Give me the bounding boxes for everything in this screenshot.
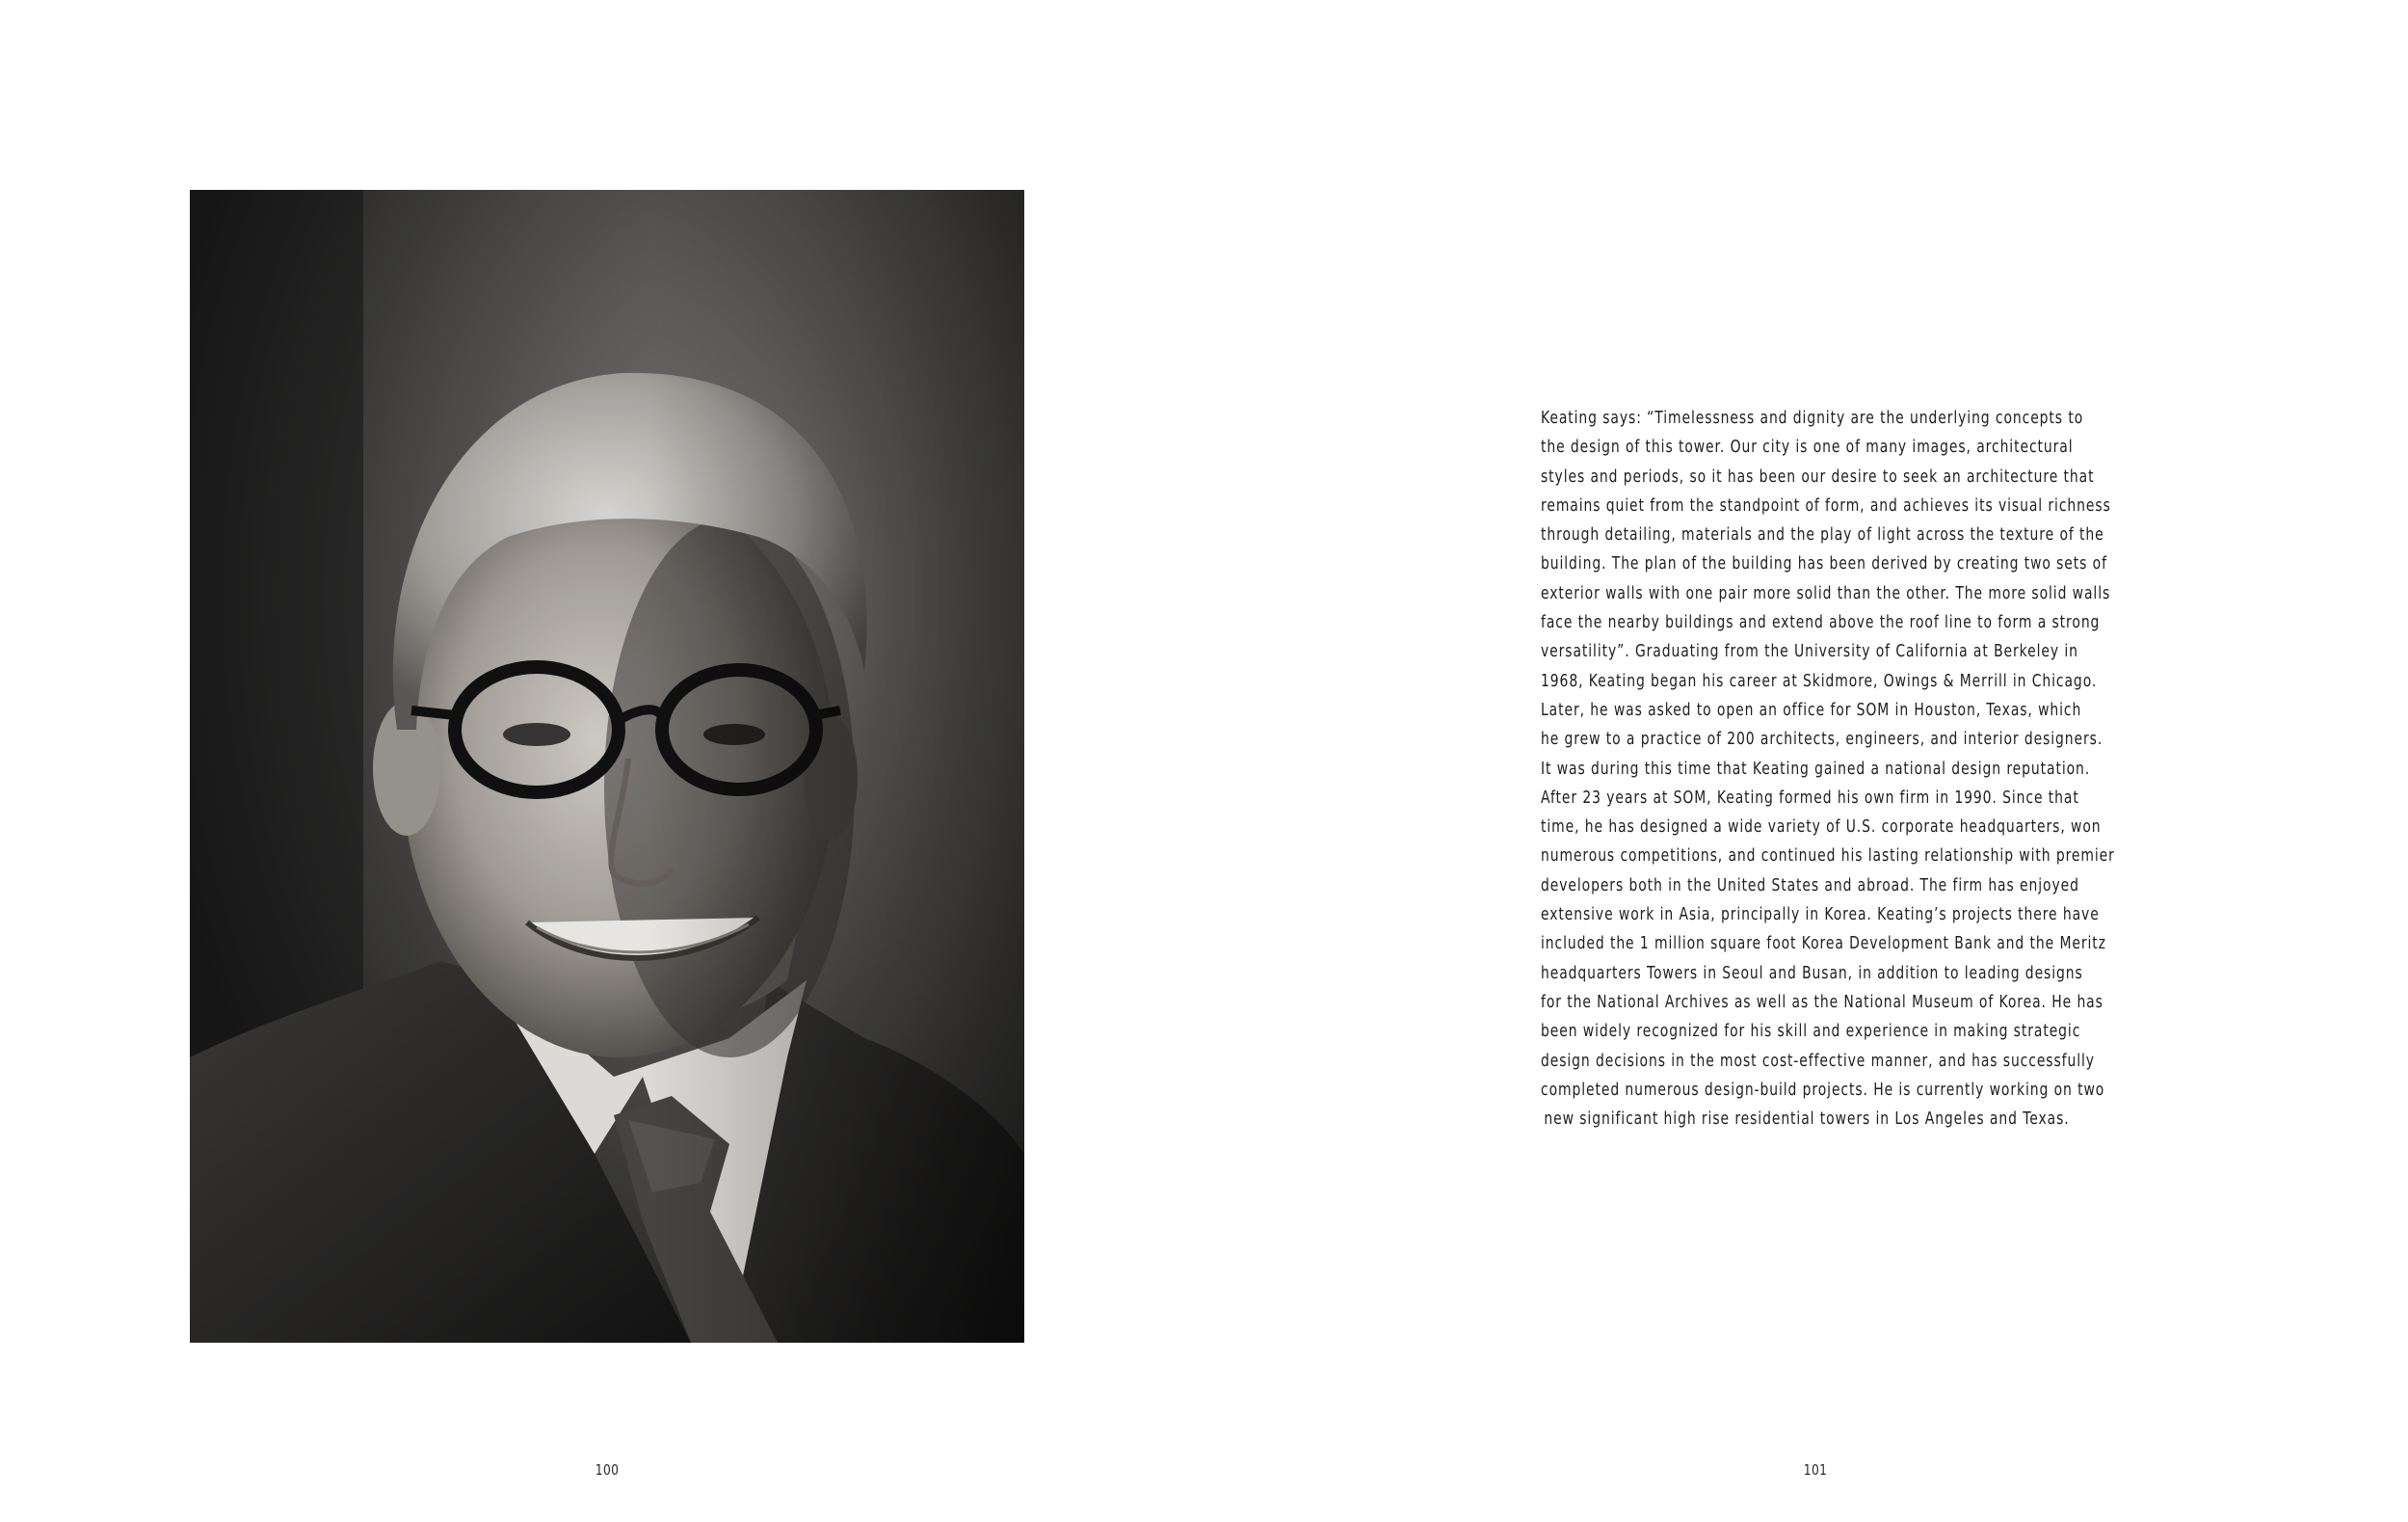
body-text-line: numerous competitions, and continued his lasting relationship with premier <box>1541 846 2115 867</box>
body-text-line: Keating says: “Timelessness and dignity are the underlying concepts to <box>1541 409 2084 428</box>
body-text-line: After 23 years at SOM, Keating formed his own firm in 1990. Since that <box>1541 788 2079 808</box>
body-text-line: time, he has designed a wide variety of U.S. corporate headquarters, won <box>1541 817 2102 838</box>
body-text <box>1541 404 2115 1134</box>
body-text-line: new significant high rise residential towers in Los Angeles and Texas. <box>1544 1109 2070 1130</box>
body-text-line: been widely recognized for his skill and experience in making strategic <box>1541 1022 2081 1042</box>
body-text-line: extensive work in Asia, principally in Korea. Keating’s projects there have <box>1541 905 2100 925</box>
body-text-line: remains quiet from the standpoint of form, and achieves its visual richness <box>1541 495 2111 516</box>
body-text-line: he grew to a practice of 200 architects, engineers, and interior designers. <box>1541 730 2104 750</box>
body-text-line: design decisions in the most cost-effective manner, and has successfully <box>1541 1051 2095 1071</box>
body-text-line: included the 1 million square foot Korea Development Bank and the Meritz <box>1541 934 2106 954</box>
body-text-line: the design of this tower. Our city is one of many images, architectural <box>1541 438 2074 458</box>
body-text-line: building. The plan of the building has been derived by creating two sets of <box>1541 554 2107 574</box>
page-number-right: 101 <box>1803 1461 1828 1479</box>
body-text-line: Later, he was asked to open an office for SOM in Houston, Texas, which <box>1541 700 2082 720</box>
body-text-line: headquarters Towers in Seoul and Busan, in addition to leading designs <box>1541 963 2083 983</box>
body-text-line: through detailing, materials and the play of light across the texture of the <box>1541 525 2104 546</box>
body-text-line: for the National Archives as well as the National Museum of Korea. He has <box>1541 992 2104 1012</box>
body-text-line: 1968, Keating began his career at Skidmore, Owings & Merrill in Chicago. <box>1541 671 2098 691</box>
body-text-line: exterior walls with one pair more solid than the other. The more solid walls <box>1541 583 2111 603</box>
body-text-line: developers both in the United States and abroad. The firm has enjoyed <box>1541 875 2079 895</box>
body-text-line: It was during this time that Keating gained a national design reputation. <box>1541 759 2091 779</box>
body-text-line: completed numerous design-build projects. He is currently working on two <box>1541 1080 2105 1100</box>
body-text-line: versatility”. Graduating from the University of California at Berkeley in <box>1541 642 2078 662</box>
portrait-photo <box>190 190 1024 1343</box>
body-text-line: styles and periods, so it has been our desire to seek an architecture that <box>1541 467 2095 487</box>
portrait-image <box>190 190 1024 1343</box>
body-text-line: face the nearby buildings and extend above the roof line to form a strong <box>1541 613 2101 633</box>
page-number-left: 100 <box>595 1461 620 1479</box>
